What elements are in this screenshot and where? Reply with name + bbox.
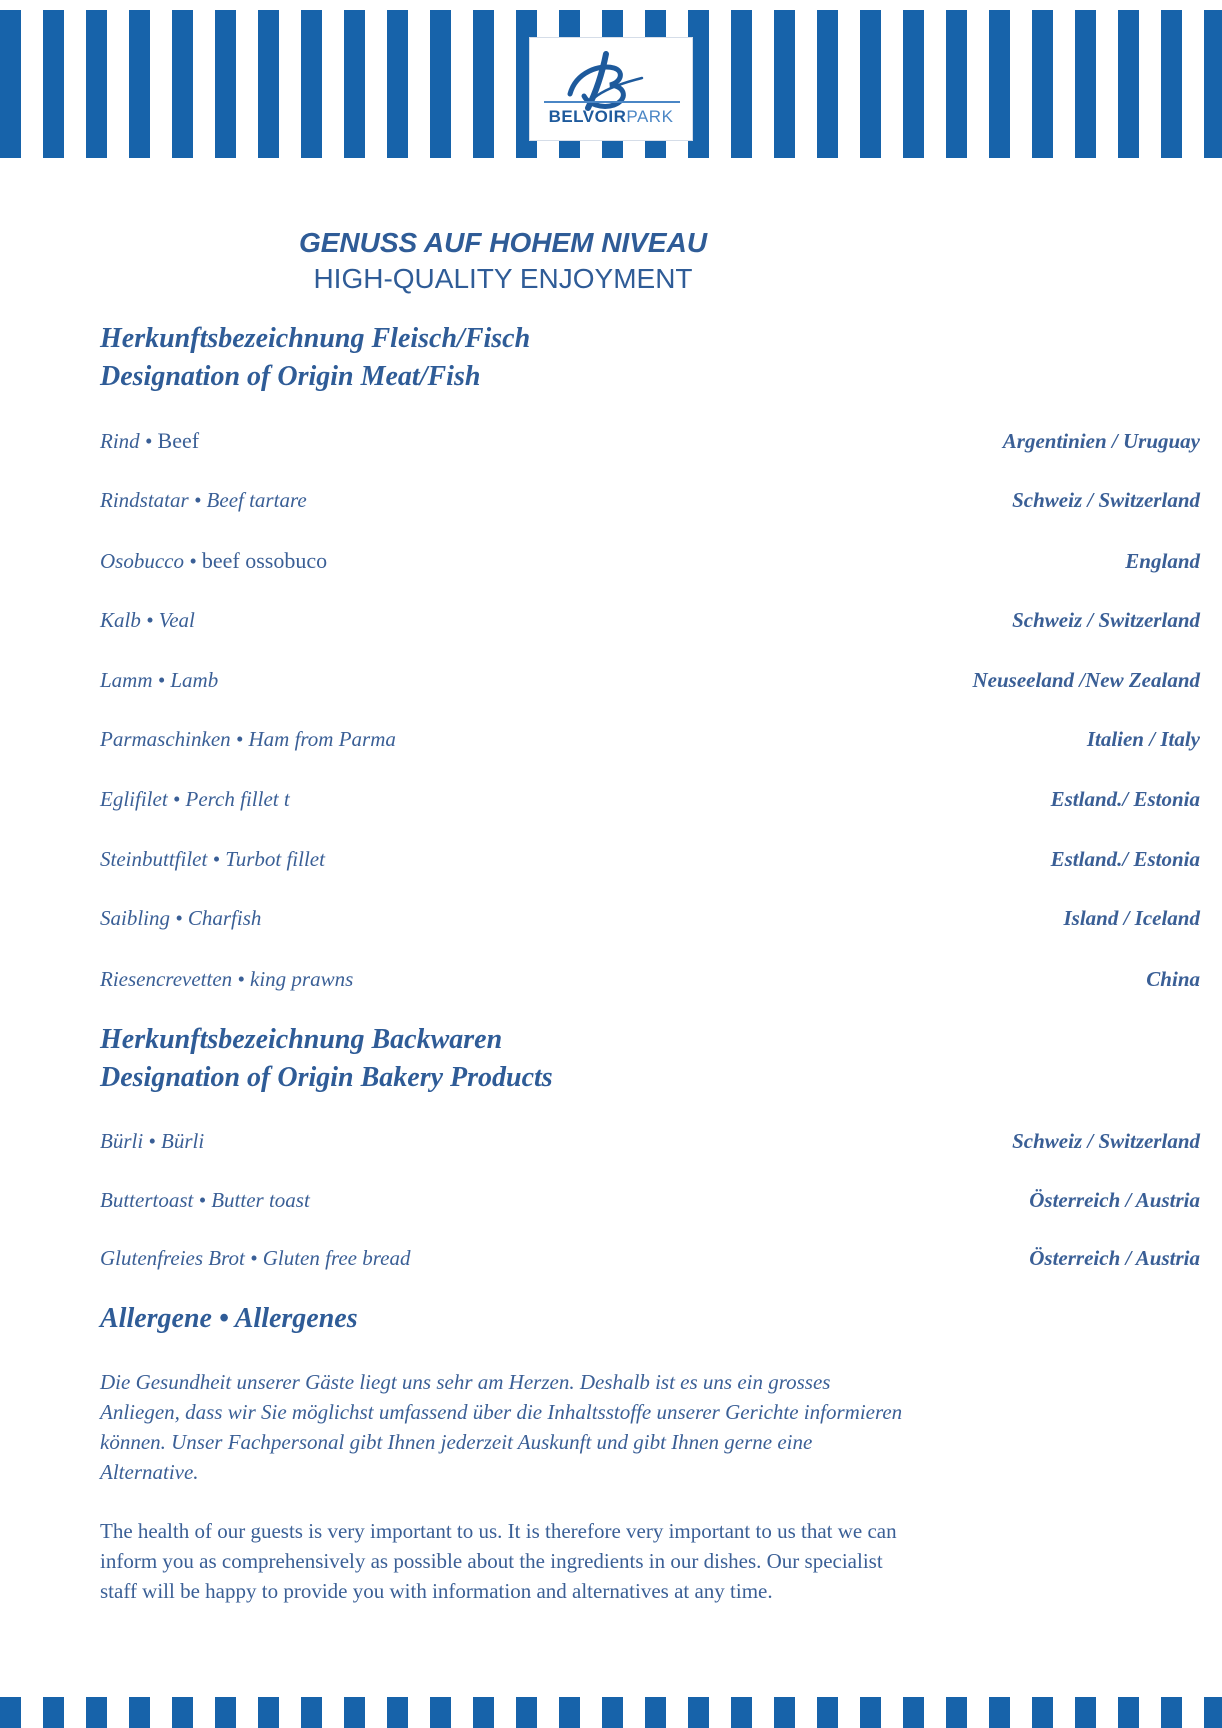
item-en: Charfish: [187, 906, 262, 930]
item-name: Steinbuttfilet • Turbot fillet: [100, 847, 325, 871]
item-name: Parmaschinken • Ham from Parma: [100, 727, 396, 751]
list-item: [100, 724, 1200, 754]
item-en: Turbot fillet: [225, 847, 325, 871]
heading-english: HIGH-QUALITY ENJOYMENT: [313, 263, 693, 294]
list-item: [100, 1185, 1200, 1215]
item-en: Beef: [157, 428, 200, 453]
list-item: [100, 903, 1200, 933]
list-item: [100, 1126, 1200, 1156]
item-origin: Argentinien / Uruguay: [1002, 429, 1200, 453]
item-name: Buttertoast • Butter toast: [100, 1188, 310, 1212]
list-item: [100, 665, 1200, 695]
item-de: Riesencrevetten: [100, 967, 233, 991]
meat-fish-title: [100, 320, 530, 396]
bakery-title-de: Herkunftsbezeichnung Backwaren: [100, 1024, 503, 1055]
item-origin: Schweiz / Switzerland: [1012, 1129, 1200, 1153]
bottom-stripe-band: [0, 1697, 1222, 1728]
item-en: Bürli: [161, 1129, 205, 1153]
list-item: [100, 1243, 1200, 1273]
list-item: [100, 784, 1200, 814]
list-item: [100, 546, 1200, 576]
bakery-title-en: Designation of Origin Bakery Products: [100, 1062, 553, 1093]
item-origin: Island / Iceland: [1063, 906, 1200, 930]
item-origin: Neuseeland /New Zealand: [972, 668, 1200, 692]
item-origin: Estland./ Estonia: [1050, 847, 1200, 871]
item-name: Saibling • Charfish: [100, 906, 262, 930]
list-item: [100, 426, 1200, 456]
item-de: Parmaschinken: [100, 727, 231, 751]
item-origin: England: [1125, 549, 1200, 573]
belvoirpark-logo: [529, 37, 693, 141]
item-en: Perch fillet t: [185, 787, 290, 811]
item-en: king prawns: [250, 967, 354, 991]
item-origin: China: [1146, 967, 1200, 991]
list-item: [100, 485, 1200, 515]
item-en: beef ossobuco: [201, 548, 328, 573]
heading-german: GENUSS AUF HOHEM NIVEAU: [298, 227, 708, 258]
item-origin: Schweiz / Switzerland: [1012, 608, 1200, 632]
item-name: Eglifilet • Perch fillet t: [100, 787, 290, 811]
item-de: Saibling: [100, 906, 171, 930]
brand-wordmark: [530, 107, 692, 127]
item-origin: Italien / Italy: [1086, 727, 1200, 751]
item-en: Butter toast: [211, 1188, 310, 1212]
item-en: Ham from Parma: [248, 727, 396, 751]
item-origin: Schweiz / Switzerland: [1012, 488, 1200, 512]
item-name: Lamm • Lamb: [100, 668, 219, 692]
item-name: Glutenfreies Brot • Gluten free bread: [100, 1246, 411, 1270]
brand-name-bold: BELVOIR: [548, 107, 627, 126]
item-en: Beef tartare: [206, 488, 307, 512]
allergens-title: Allergene • Allergenes: [100, 1303, 358, 1334]
item-de: Rind: [100, 429, 140, 453]
item-name: Rindstatar • Beef tartare: [100, 488, 307, 512]
item-name: Riesencrevetten • king prawns: [100, 967, 354, 991]
item-de: Rindstatar: [100, 488, 189, 512]
item-de: Eglifilet: [100, 787, 168, 811]
item-origin: Österreich / Austria: [1029, 1188, 1200, 1212]
list-item: [100, 844, 1200, 874]
page-heading: [0, 225, 1006, 297]
list-item: [100, 964, 1200, 994]
allergens-text-en: The health of our guests is very important to us. It is therefore very important to us that we can inform you as comprehensively as possible about the ingredients in our dishes. Our specialist staff will be happy to provide you with information and alternatives at any time.: [100, 1519, 897, 1603]
bakery-title: [100, 1021, 553, 1097]
item-de: Buttertoast: [100, 1188, 194, 1212]
item-de: Bürli: [100, 1129, 144, 1153]
item-origin: Estland./ Estonia: [1050, 787, 1200, 811]
item-de: Steinbuttfilet: [100, 847, 208, 871]
item-en: Gluten free bread: [262, 1246, 411, 1270]
item-name: Kalb • Veal: [100, 608, 195, 632]
meat-fish-title-en: Designation of Origin Meat/Fish: [100, 361, 481, 392]
item-en: Veal: [158, 608, 195, 632]
item-en: Lamb: [170, 668, 219, 692]
item-de: Kalb: [100, 608, 141, 632]
item-de: Osobucco: [100, 549, 184, 573]
item-de: Lamm: [100, 668, 153, 692]
item-name: Rind • Beef: [100, 428, 200, 453]
item-name: Osobucco • beef ossobuco: [100, 548, 328, 573]
item-name: Bürli • Bürli: [100, 1129, 205, 1153]
allergens-text-de: Die Gesundheit unserer Gäste liegt uns sehr am Herzen. Deshalb ist es uns ein grosses Anliegen, dass wir Sie möglichst umfassend über die Inhaltsstoffe unserer Gerichte informieren können. Unser Fachpersonal gibt Ihnen jederzeit Auskunft und gibt Ihnen gerne eine Alternative.: [100, 1370, 903, 1484]
item-origin: Österreich / Austria: [1029, 1246, 1200, 1270]
list-item: [100, 605, 1200, 635]
item-de: Glutenfreies Brot: [100, 1246, 245, 1270]
meat-fish-title-de: Herkunftsbezeichnung Fleisch/Fisch: [100, 323, 531, 354]
brand-name-light: PARK: [626, 107, 674, 126]
